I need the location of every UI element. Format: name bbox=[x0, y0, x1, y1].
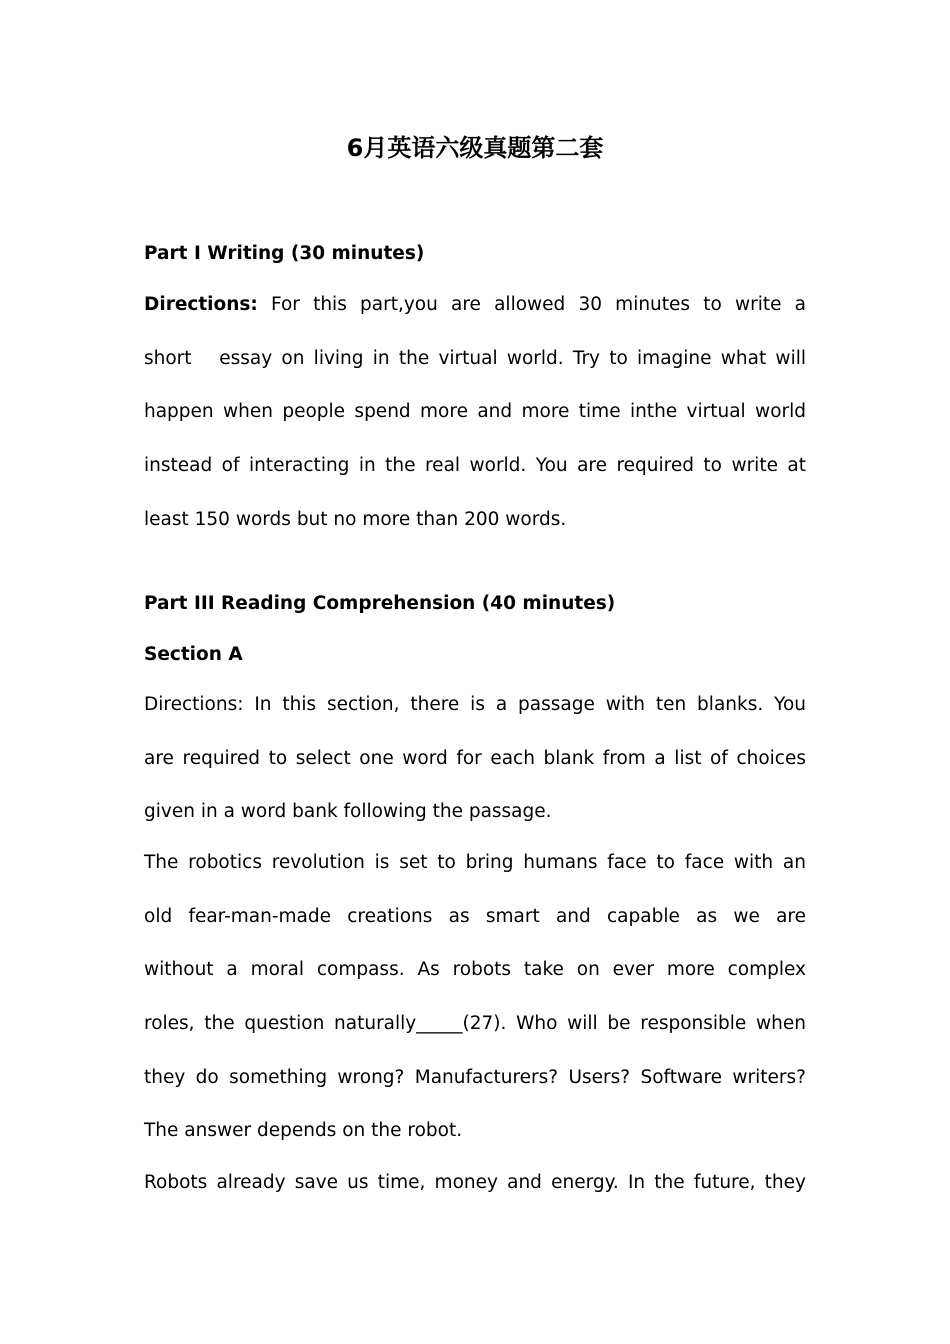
part1-directions bbox=[144, 278, 806, 546]
section-a-heading: Section A bbox=[144, 644, 243, 665]
part1-heading: Part I Writing (30 minutes) bbox=[144, 243, 425, 264]
passage-line: without a moral compass. As robots take on ever more complex bbox=[144, 959, 806, 981]
part3-heading: Part III Reading Comprehension (40 minutes) bbox=[144, 593, 616, 614]
passage-line: old fear-man-made creations as smart and capable as we are bbox=[144, 905, 806, 927]
passage-paragraph-1 bbox=[144, 836, 806, 1158]
document-title: 6月英语六级真题第二套 bbox=[346, 134, 604, 162]
passage-line: Robots already save us time, money and energy. In the future, they bbox=[144, 1172, 806, 1193]
part1-directions-line: instead of interacting in the real world. You are required to write at bbox=[144, 455, 806, 477]
part1-directions-line bbox=[144, 278, 806, 332]
passage-line: The answer depends on the robot. bbox=[144, 1120, 463, 1142]
section-a-directions bbox=[144, 678, 806, 839]
part1-directions-line: short essay on living in the virtual world. Try to imagine what will bbox=[144, 347, 806, 369]
part1-directions-text: For this part,you are allowed 30 minutes to write a bbox=[271, 294, 806, 315]
section-a-directions-line: are required to select one word for each blank from a list of choices bbox=[144, 747, 806, 769]
passage-paragraph-2 bbox=[144, 1156, 806, 1210]
passage-line: The robotics revolution is set to bring humans face to face with an bbox=[144, 852, 806, 873]
passage-line: roles, the question naturally_____(27). Who will be responsible when bbox=[144, 1013, 806, 1035]
passage-line: they do something wrong? Manufacturers? Users? Software writers? bbox=[144, 1066, 806, 1088]
directions-label: Directions: bbox=[144, 294, 258, 315]
part1-directions-line: happen when people spend more and more time inthe virtual world bbox=[144, 401, 806, 423]
part1-directions-line: least 150 words but no more than 200 words. bbox=[144, 508, 567, 530]
section-a-directions-line: given in a word bank following the passage. bbox=[144, 801, 552, 823]
section-a-directions-line: Directions: In this section, there is a passage with ten blanks. You bbox=[144, 694, 806, 715]
